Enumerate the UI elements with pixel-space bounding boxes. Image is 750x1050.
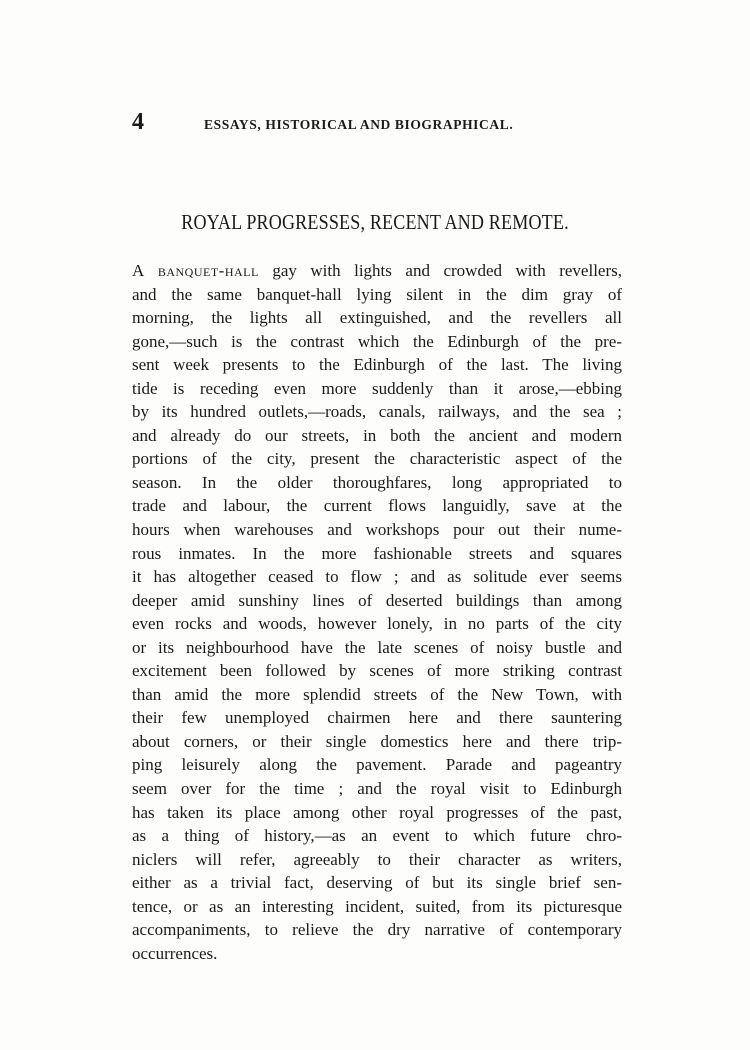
text-line-rest: gay with lights and crowded with revellers, [258, 261, 622, 280]
text-line: has taken its place among other royal progresses of the past, [132, 802, 622, 822]
page-number: 4 [132, 109, 144, 135]
text-line: trade and labour, the current flows languidly, save at the [132, 496, 622, 516]
text-line: even rocks and woods, however lonely, in no parts of the city [132, 614, 622, 634]
text-line: and the same banquet-hall lying silent in the dim gray of [132, 284, 622, 304]
text-line: about corners, or their single domestics here and there trip- [132, 731, 622, 751]
running-head [132, 109, 622, 137]
text-line: morning, the lights all extinguished, and the revellers all [132, 308, 622, 328]
text-line-final: occurrences. [132, 943, 218, 963]
text-line: by its hundred outlets,—roads, canals, railways, and the sea ; [132, 402, 622, 422]
text-line: either as a trivial fact, deserving of but its single brief sen- [132, 873, 622, 893]
text-line: season. In the older thoroughfares, long appropriated to [132, 472, 622, 492]
text-line [132, 259, 622, 283]
essay-body [132, 259, 622, 965]
text-line: hours when warehouses and workshops pour out their nume- [132, 520, 622, 540]
essay-title: ROYAL PROGRESSES, RECENT AND REMOTE. [181, 210, 569, 234]
text-line: gone,—such is the contrast which the Edinburgh of the pre- [132, 331, 622, 351]
text-line: or its neighbourhood have the late scenes of noisy bustle and [132, 637, 622, 657]
text-line: than amid the more splendid streets of the New Town, with [132, 684, 622, 704]
text-line: excitement been followed by scenes of more striking contrast [132, 661, 622, 681]
text-line: portions of the city, present the characteristic aspect of the [132, 449, 622, 469]
text-line: sent week presents to the Edinburgh of the last. The living [132, 355, 622, 375]
running-title: ESSAYS, HISTORICAL AND BIOGRAPHICAL. [204, 117, 514, 132]
text-line: ping leisurely along the pavement. Parade and pageantry [132, 755, 622, 775]
lead-in-small-caps: A banquet-hall [132, 261, 259, 280]
text-line: as a thing of history,—as an event to which future chro- [132, 826, 622, 846]
text-line: accompaniments, to relieve the dry narrative of contemporary [132, 920, 622, 940]
text-line: tide is receding even more suddenly than it arose,—ebbing [132, 378, 622, 398]
text-line: tence, or as an interesting incident, suited, from its picturesque [132, 896, 622, 916]
text-line: seem over for the time ; and the royal visit to Edinburgh [132, 779, 622, 799]
text-line: their few unemployed chairmen here and there sauntering [132, 708, 622, 728]
text-line: deeper amid sunshiny lines of deserted buildings than among [132, 590, 622, 610]
text-line: niclers will refer, agreeably to their character as writers, [132, 849, 622, 869]
text-line: it has altogether ceased to flow ; and as solitude ever seems [132, 567, 622, 587]
text-line: rous inmates. In the more fashionable streets and squares [132, 543, 622, 563]
text-line: and already do our streets, in both the ancient and modern [132, 425, 622, 445]
